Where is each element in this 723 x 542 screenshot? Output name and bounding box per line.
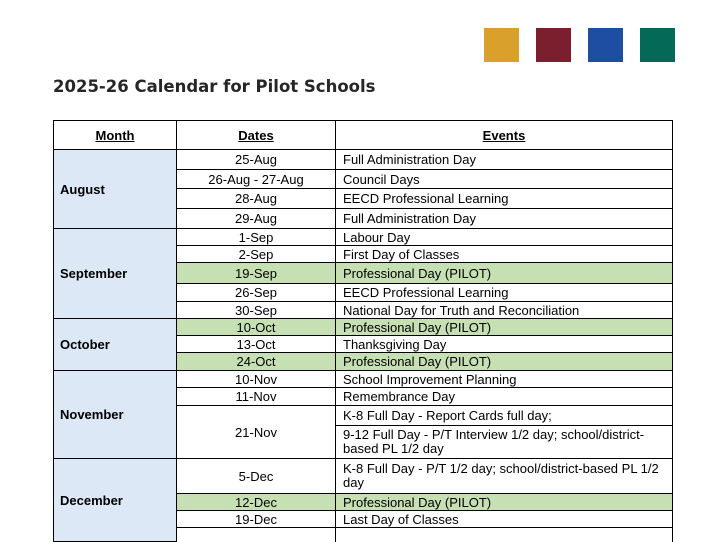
month-august: August (54, 150, 177, 229)
date-cell: 19-Dec (177, 511, 336, 528)
date-cell: 12-Dec (177, 494, 336, 511)
maroon-swatch (536, 28, 571, 62)
event-cell: Professional Day (PILOT) (336, 319, 673, 336)
event-cell: 9-12 Full Day - P/T Interview 1/2 day; school/district-based PL 1/2 day (336, 426, 673, 459)
calendar-table (53, 120, 673, 542)
date-cell: 2-Sep (177, 246, 336, 263)
month-september: September (54, 229, 177, 319)
date-cell: 19-Sep (177, 263, 336, 284)
document-title: 2025-26 Calendar for Pilot Schools (53, 77, 376, 96)
event-cell: Remembrance Day (336, 388, 673, 406)
date-cell: 21-Nov (177, 406, 336, 459)
table-row (54, 229, 673, 246)
date-cell: 1-Sep (177, 229, 336, 246)
date-cell: 10-Nov (177, 371, 336, 388)
table-row (54, 459, 673, 494)
event-cell: Full Administration Day (336, 150, 673, 170)
month-november: November (54, 371, 177, 459)
table-row (54, 371, 673, 388)
event-cell: Full Administration Day (336, 209, 673, 229)
date-cell: 26-Sep (177, 284, 336, 302)
event-cell: K-8 Full Day - P/T 1/2 day; school/district-based PL 1/2 day (336, 459, 673, 494)
date-cell (177, 528, 336, 542)
event-cell: Labour Day (336, 229, 673, 246)
date-cell: 28-Aug (177, 189, 336, 209)
blue-swatch (588, 28, 623, 62)
table-row (54, 150, 673, 170)
date-cell: 30-Sep (177, 302, 336, 319)
green-swatch (640, 28, 675, 62)
date-cell: 29-Aug (177, 209, 336, 229)
event-cell: EECD Professional Learning (336, 284, 673, 302)
event-cell: National Day for Truth and Reconciliation (336, 302, 673, 319)
event-cell (336, 528, 673, 542)
date-cell: 13-Oct (177, 336, 336, 353)
event-cell: Professional Day (PILOT) (336, 494, 673, 511)
table-row-pilot (54, 319, 673, 336)
event-cell: First Day of Classes (336, 246, 673, 263)
event-cell: Council Days (336, 170, 673, 189)
event-cell: K-8 Full Day - Report Cards full day; (336, 406, 673, 426)
month-october: October (54, 319, 177, 371)
event-cell: Professional Day (PILOT) (336, 263, 673, 284)
header-row (54, 121, 673, 150)
event-cell: Last Day of Classes (336, 511, 673, 528)
date-cell: 24-Oct (177, 353, 336, 371)
date-cell: 26-Aug - 27-Aug (177, 170, 336, 189)
date-cell: 25-Aug (177, 150, 336, 170)
date-cell: 5-Dec (177, 459, 336, 494)
date-cell: 10-Oct (177, 319, 336, 336)
month-december: December (54, 459, 177, 542)
date-cell: 11-Nov (177, 388, 336, 406)
dates-header: Dates (177, 121, 336, 150)
event-cell: Thanksgiving Day (336, 336, 673, 353)
gold-swatch (484, 28, 519, 62)
event-cell: Professional Day (PILOT) (336, 353, 673, 371)
month-header: Month (54, 121, 177, 150)
event-cell: School Improvement Planning (336, 371, 673, 388)
event-cell: EECD Professional Learning (336, 189, 673, 209)
events-header: Events (336, 121, 673, 150)
